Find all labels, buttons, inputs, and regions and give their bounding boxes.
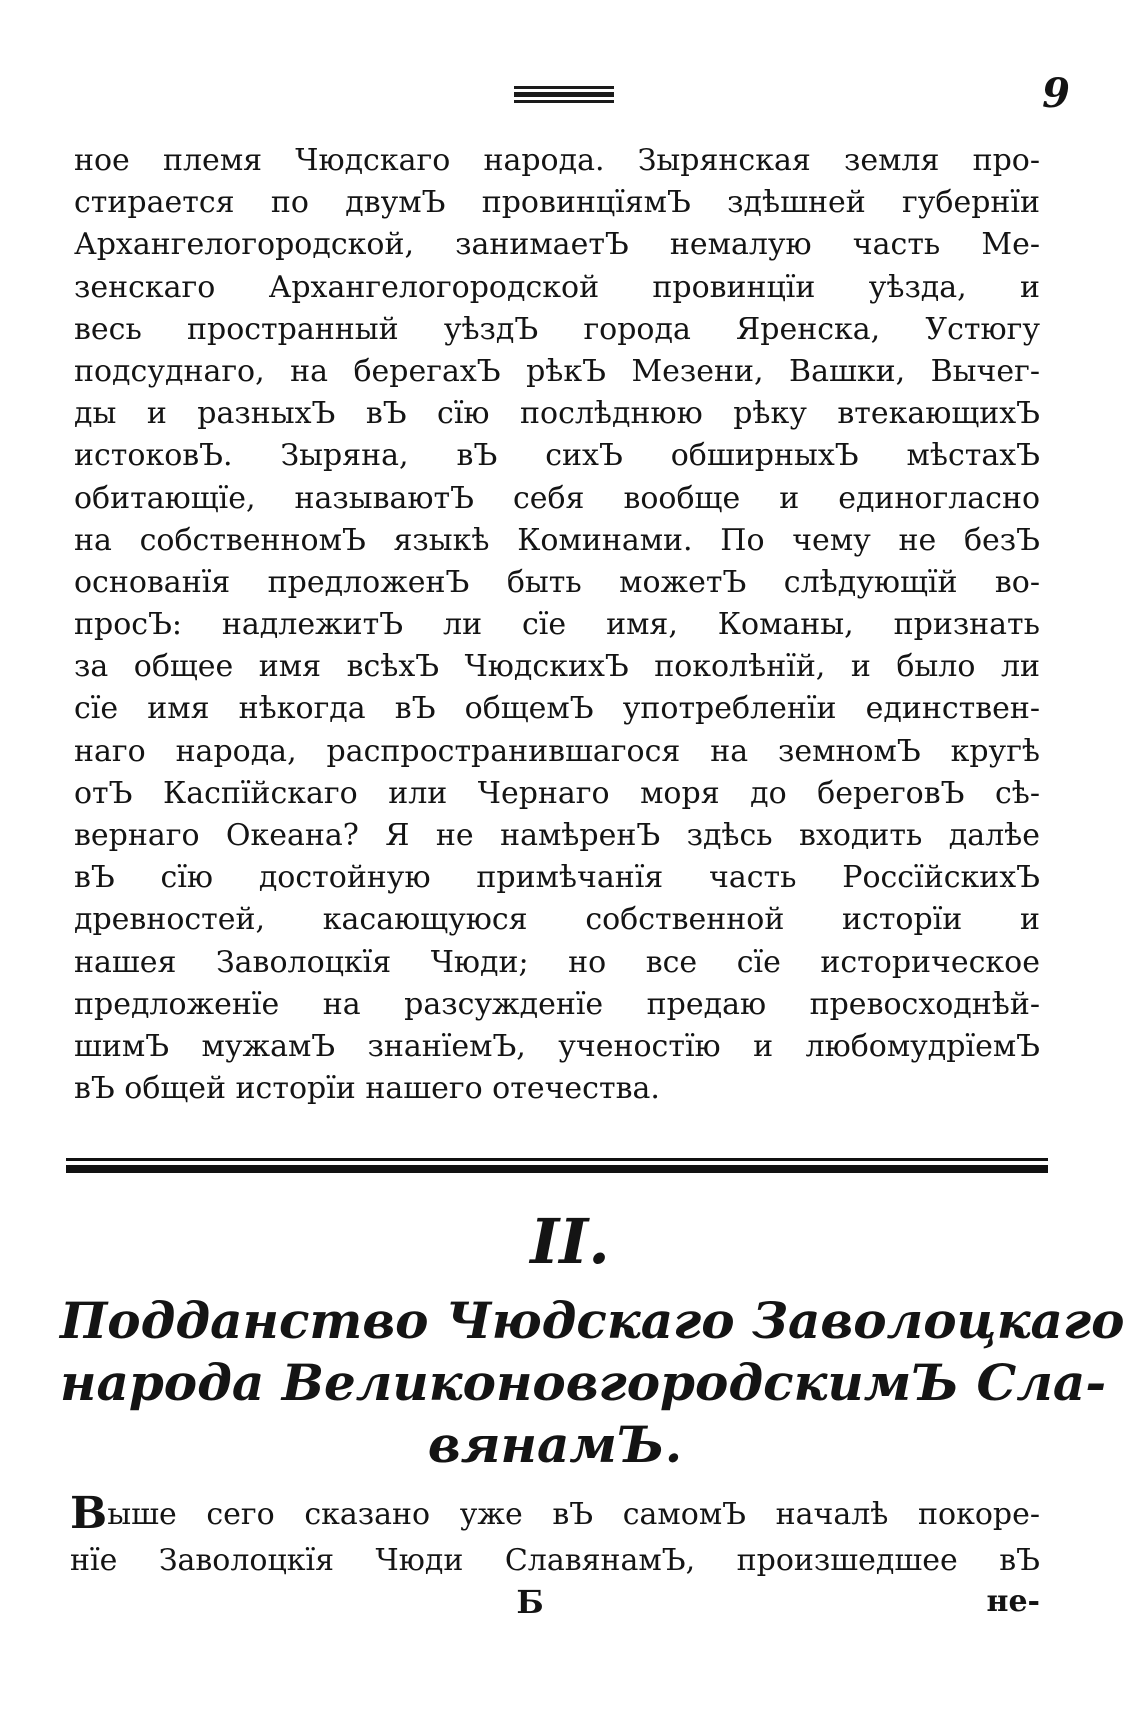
section-number: II. <box>530 1205 610 1278</box>
text-line: вЪ сїю достойную примѣчанїя часть РоссїйскихЪ <box>74 860 1040 896</box>
text-line: истоковЪ. Зыряна, вЪ сихЪ обширныхЪ мѣстахЪ <box>74 438 1040 474</box>
section-divider-rule <box>66 1158 1048 1176</box>
section-title-line: народа ВеликоновгородскимЪ Сла- <box>60 1353 1107 1412</box>
text-line: сїе имя нѣкогда вЪ общемЪ употребленїи единствен- <box>74 691 1040 727</box>
header-ornament <box>514 86 614 102</box>
text-line: на собственномЪ языкѣ Коминами. По чему не безЪ <box>74 522 1040 558</box>
section-paragraph <box>70 1488 1040 1584</box>
text-line: ды и разныхЪ вЪ сїю послѣднюю рѣку втекающихЪ <box>74 396 1040 432</box>
text-line: вЪ общей исторїи нашего отечества. <box>74 1071 660 1107</box>
text-line: ное племя Чюдскаго народа. Зырянская земля про- <box>74 143 1040 178</box>
text-line: Архангелогородской, занимаетЪ немалую часть Ме- <box>74 227 1040 263</box>
text-line: нашея Заволоцкїя Чюди; но все сїе историческое <box>74 944 1040 980</box>
signature-mark: Б <box>516 1583 544 1621</box>
text-line: зенскаго Архангелогородской провинцїи уѣзда, и <box>74 269 1040 305</box>
catchword: не- <box>986 1584 1040 1619</box>
text-line: стирается по двумЪ провинцїямЪ здѣшней губернїи <box>74 185 1040 221</box>
drop-initial: В <box>70 1488 108 1539</box>
text-line: шимЪ мужамЪ знанїемЪ, ученостїю и любомудрїемЪ <box>74 1028 1040 1064</box>
page-number: 9 <box>1042 70 1070 117</box>
body-paragraph <box>74 140 1040 1110</box>
text-line: нїе Заволоцкїя Чюди СлавянамЪ, произшедшее вЪ <box>70 1543 1040 1578</box>
text-line: подсуднаго, на берегахЪ рѣкЪ Мезени, Вашки, Вычег- <box>74 353 1040 389</box>
section-title <box>60 1290 1125 1476</box>
text-line: основанїя предложенЪ быть можетЪ слѣдующїй во- <box>74 564 1040 600</box>
text-line: вернаго Океана? Я не намѣренЪ здѣсь входить далѣе <box>74 818 1040 853</box>
text-line: древностей, касающуюся собственной исторїи и <box>74 902 1040 938</box>
text-line: наго народа, распространившагося на земномЪ кругѣ <box>74 733 1040 769</box>
text-line: за общее имя всѣхЪ ЧюдскихЪ поколѣнїй, и было ли <box>74 649 1040 685</box>
section-title-line: Подданство Чюдскаго Заволоцкаго <box>60 1291 1125 1350</box>
text-line-rest: ыше сего сказано уже вЪ самомЪ началѣ покоре- <box>107 1497 1040 1532</box>
text-line: весь пространный уѣздЪ города Яренска, Устюгу <box>74 311 1040 347</box>
text-line <box>70 1488 1040 1539</box>
text-line: предложенїе на разсужденїе предаю превосходнѣй- <box>74 986 1040 1022</box>
section-title-line: вянамЪ. <box>427 1415 683 1474</box>
text-line: отЪ Каспїйскаго или Чернаго моря до береговЪ сѣ- <box>74 775 1040 811</box>
text-line: просЪ: надлежитЪ ли сїе имя, Команы, признать <box>74 607 1040 643</box>
text-line: обитающїе, называютЪ себя вообще и единогласно <box>74 480 1040 516</box>
